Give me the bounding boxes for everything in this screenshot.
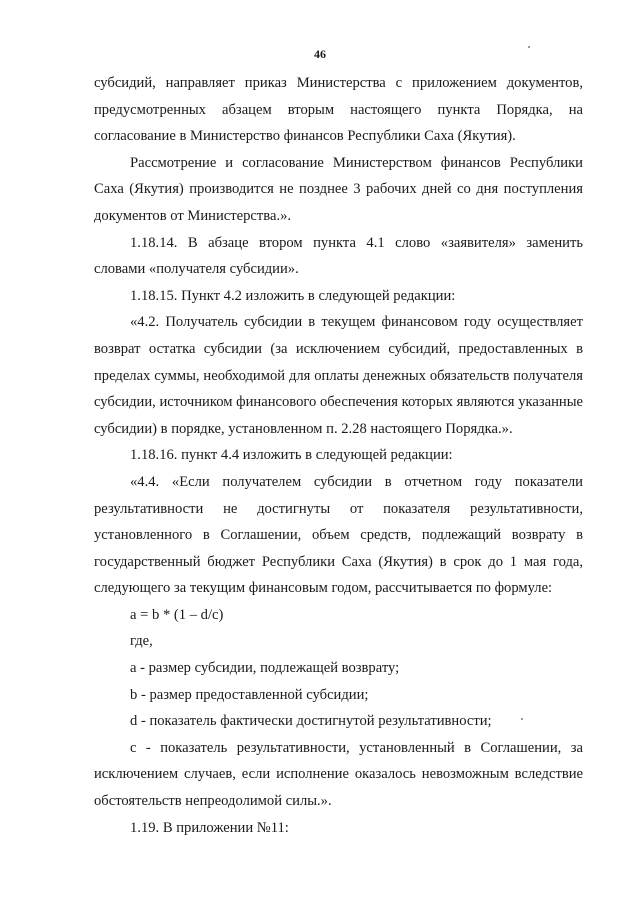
paragraph: субсидий, направляет приказ Министерства с приложением документов, предусмотренных абзацем вторым настоящего пункта Порядка, на согласование в Министерство финансов Республики Саха (Якутия).: [94, 75, 583, 145]
formula-definition: d - показатель фактически достигнутой результативности;: [130, 713, 492, 730]
paragraph: 1.18.15. Пункт 4.2 изложить в следующей редакции:: [130, 287, 456, 304]
formula-definition: с - показатель результативности, установленный в Соглашении, за исключением случаев, если исполнение оказалось невозможным вследствие обстоятельств непреодолимой силы.».: [94, 739, 583, 810]
formula-definition: a - размер субсидии, подлежащей возврату;: [130, 660, 400, 677]
paragraph: Рассмотрение и согласование Министерством финансов Республики Саха (Якутия) производится не позднее 3 рабочих дней со дня поступления документов от Министерства.».: [94, 154, 583, 224]
paragraph: 1.18.16. пункт 4.4 изложить в следующей редакции:: [130, 447, 453, 464]
document-body: [94, 70, 583, 841]
scan-speck: [521, 718, 523, 720]
paragraph: 1.18.14. В абзаце втором пункта 4.1 слово «заявителя» заменить словами «получателя субсидии».: [94, 234, 583, 278]
formula-definition: b - размер предоставленной субсидии;: [130, 686, 369, 703]
scan-speck: [528, 46, 530, 48]
formula: a = b * (1 – d/c): [130, 606, 224, 623]
paragraph: 1.19. В приложении №11:: [130, 819, 289, 836]
formula-where: где,: [130, 633, 153, 650]
page-number: 46: [314, 47, 326, 61]
paragraph: «4.4. «Если получателем субсидии в отчетном году показатели результативности не достигнуты от показателя результативности, установленного в Соглашении, объем средств, подлежащий возврату в государственный бюджет Республики Саха (Якутия) в срок до 1 мая года, следующего за текущим финансовым годом, рассчитывается по формуле:: [94, 473, 583, 597]
paragraph: «4.2. Получатель субсидии в текущем финансовом году осуществляет возврат остатка субсидии (за исключением субсидий, предоставленных в пределах суммы, необходимой для оплаты денежных обязательств получателя субсидии, источником финансового обеспечения которых являются указанные субсидии) в порядке, установленном п. 2.28 настоящего Порядка.».: [94, 314, 583, 437]
